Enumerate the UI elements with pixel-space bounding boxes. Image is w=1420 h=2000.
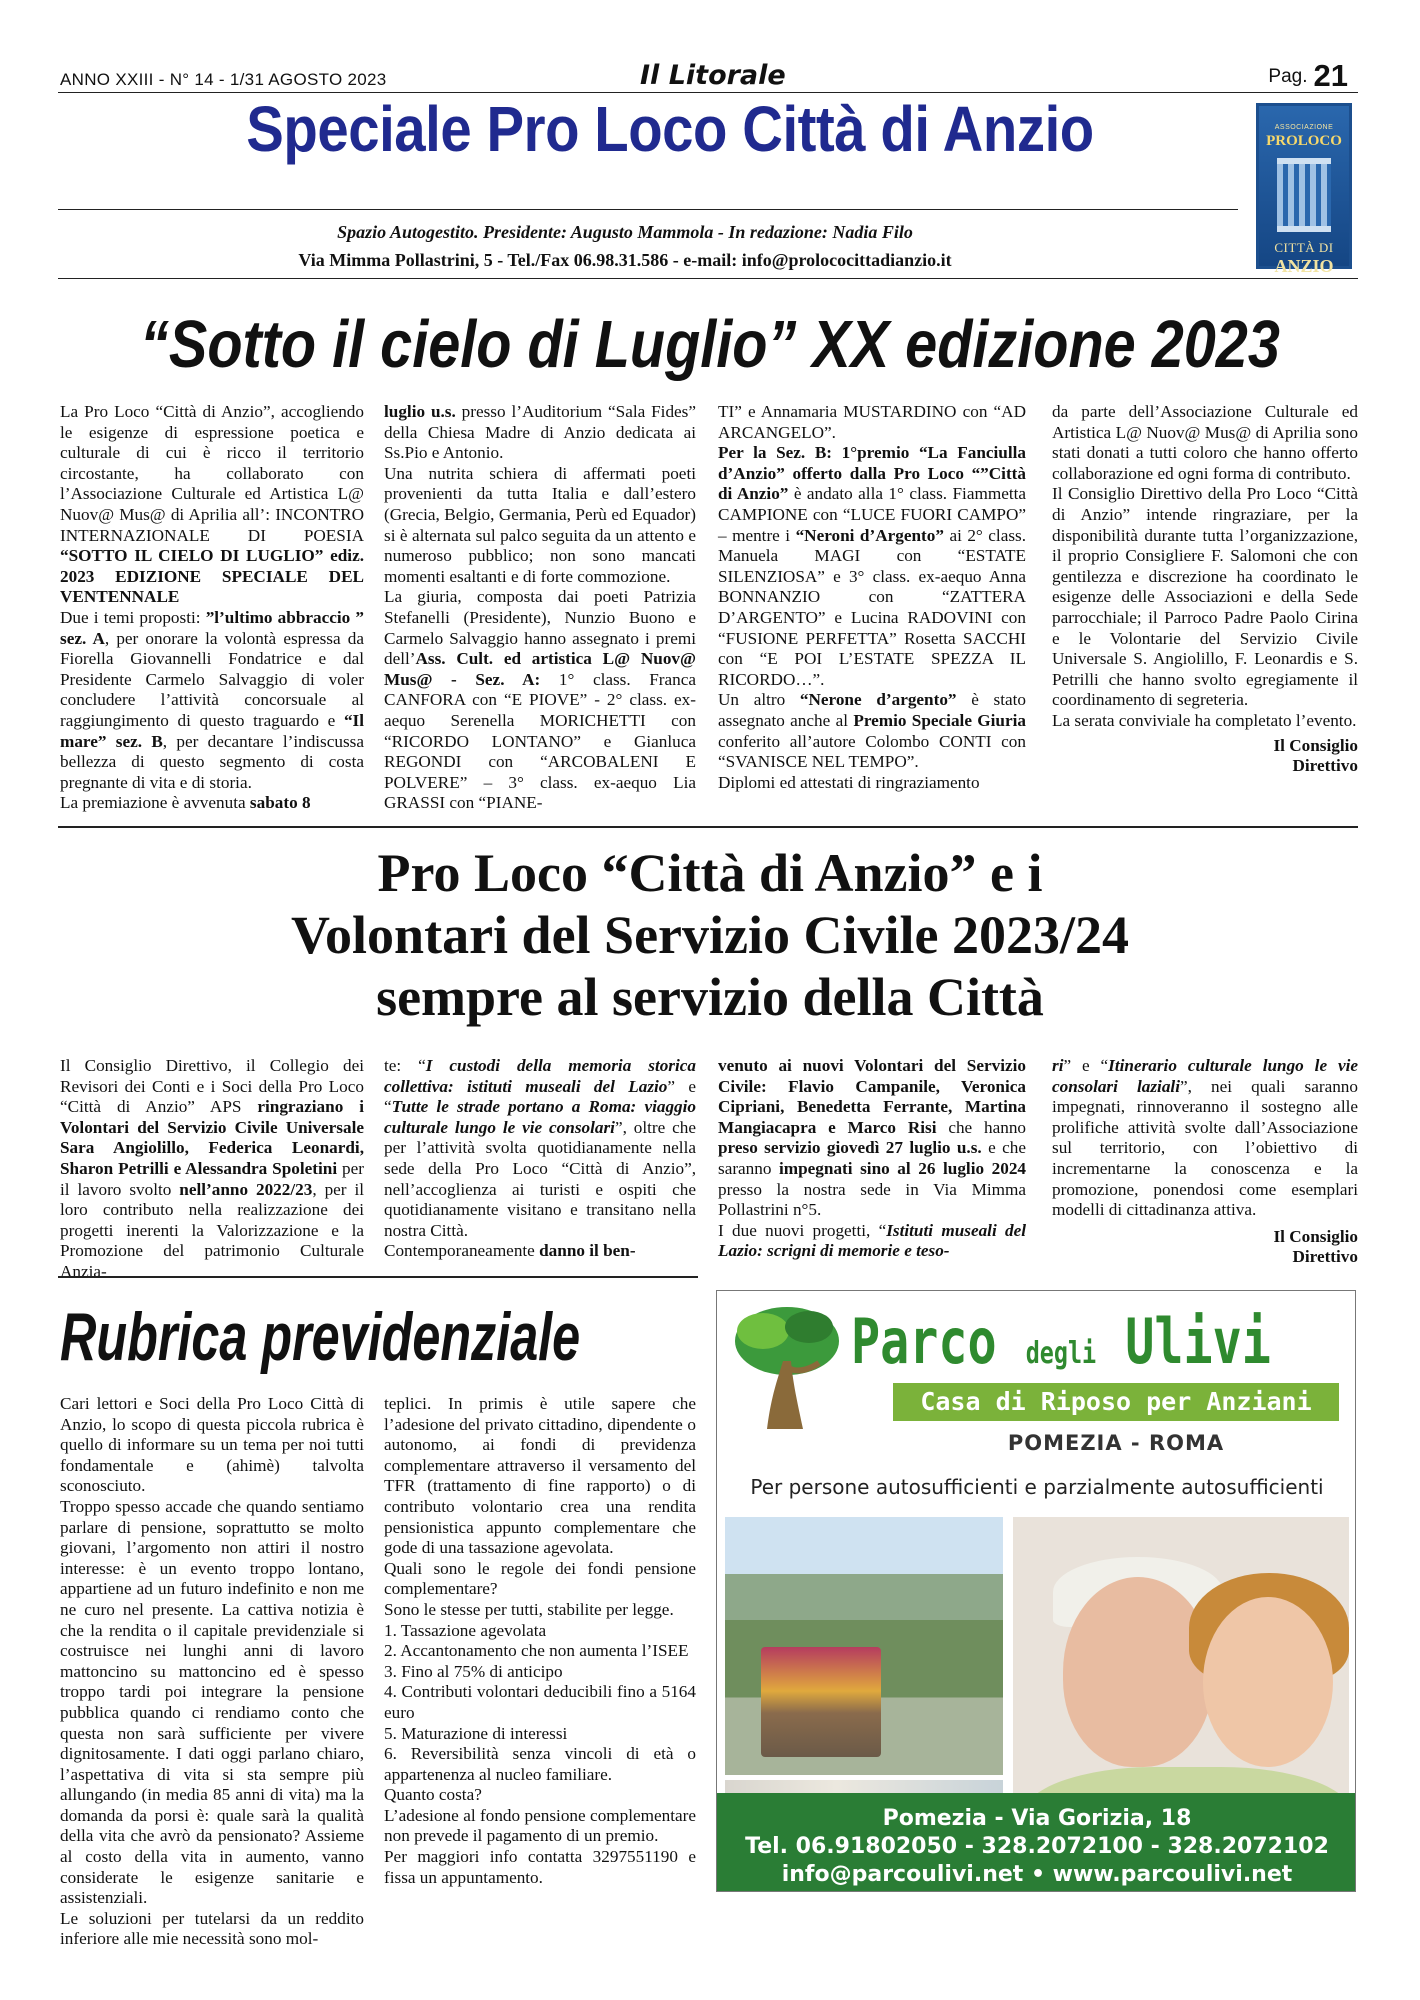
ad-brand: Parco degli Ulivi: [851, 1305, 1271, 1378]
article-headline: Pro Loco “Città di Anzio” e i Volontari del Servizio Civile 2023/24 sempre al servizio della Città: [291, 843, 1129, 1027]
article-column: teplici. In primis è utile sapere che l’adesione del privato cittadino, dipendente o autonomo, ai fondi di previdenza complementare attraverso il versamento del TFR (trattamento di fine rapporto) o di contributo volontario crea una rendita pensionistica appunto complementare che gode di una tassazione agevolata. Quali sono le regole dei fondi pensione complementare? Sono le stesse per tutti, stabilite per legge. 1. Tassazione agevolata 2. Accantonamento che non aumenta l’ISEE 3. Fino al 75% di anticipo 4. Contributi volontari deducibili fino a 5164 euro 5. Maturazione di interessi 6. Reversibilità senza vincoli di età o appartenenza al nucleo familiare. Quanto costa? L’adesione al fondo pensione complementare non prevede il pagamento di un premio. Per maggiori info contatta 3297551190 e fissa un appuntamento.: [384, 1394, 696, 1887]
proloco-logo: ASSOCIAZIONE PROLOCO CITTÀ DI ANZIO: [1256, 103, 1352, 269]
ad-tagline: Casa di Riposo per Anziani: [893, 1383, 1339, 1421]
column-icon: [1277, 158, 1331, 232]
garden-photo: [725, 1517, 1003, 1775]
article-column: Cari lettori e Soci della Pro Loco Città di Anzio, lo scopo di questa piccola rubrica è quello di informare su un tema per noi tutti fondamentale e (ahimè) talvolta sconosciuto. Troppo spesso accade che quando sentiamo parlare di pensione, soprattutto se molto giovani, l’argomento non attiri il nostro interesse: è un evento troppo lontano, appartiene ad un futuro indefinito e non me ne curo nel presente. La cattiva notizia è che la rendita o il capitale previdenziale si costruisce nei lunghi anni di lavoro mattoncino su mattoncino ed è spesso troppo tardi poi integrare la pensione pubblica quando ci rendiamo conto che questa non sarà sufficiente per vivere dignitosamente. I dati oggi parlano chiaro, l’aspettativa di vita si sta sempre più allungando (in media 85 anni di vita) ma la domanda da porsi è: quale sarà la qualità della vita che avrò da pensionato? Assieme al costo della vita in aumento, vanno considerate le esigenze sanitarie e assistenziali. Le soluzioni per tutelarsi da un reddito inferiore alle mie necessità sono mol-: [60, 1394, 364, 1949]
article-column: La Pro Loco “Città di Anzio”, accogliendo le esigenze di espressione poetica e culturale di cui è ricco il territorio circostante, ha collaborato con l’Associazione Culturale ed Artistica L@ Nuov@ Mus@ di Aprilia all’: INCONTRO INTERNAZIONALE DI POESIA “SOTTO IL CIELO DI LUGLIO” ediz. 2023 EDIZIONE SPECIALE DEL VENTENNALE Due i temi proposti: ”l’ultimo abbraccio ” sez. A, per onorare la volontà espressa da Fiorella Giovannelli Fondatrice e dal Presidente Carmelo Salvaggio di voler concludere l’attività concorsuale al raggiungimento di questo traguardo e “Il mare” sez. B, per decantare l’indiscussa bellezza di questo segmento di costa pregnante di vita e di storia. La premiazione è avvenuta sabato 8: [60, 402, 364, 813]
signature: Il Consiglio Direttivo: [1273, 735, 1358, 776]
article-headline: “Sotto il cielo di Luglio” XX edizione 2023: [140, 307, 1280, 382]
ad-city: POMEZIA - ROMA: [1007, 1431, 1225, 1455]
article-headline: Rubrica previdenziale: [60, 1299, 581, 1375]
editorial-line: Spazio Autogestito. Presidente: Augusto Mammola - In redazione: Nadia Filo: [337, 222, 913, 242]
contact-line: Via Mimma Pollastrini, 5 - Tel./Fax 06.98.31.586 - e-mail: info@prolococittadianzio.it: [298, 250, 952, 270]
section-rule: [58, 826, 1358, 828]
olive-tree-icon: [727, 1301, 847, 1433]
newspaper-name: Il Litorale: [640, 60, 786, 91]
header-rule: [58, 278, 1358, 279]
section-rule: [58, 1276, 698, 1278]
ad-note: Per persone autosufficienti e parzialmente autosufficienti: [750, 1475, 1324, 1499]
article-column: te: “I custodi della memoria storica collettiva: istituti museali del Lazio” e “Tutte le strade portano a Roma: viaggio culturale lungo le vie consolari”, oltre che per l’attività svolta quotidianamente nella sede della Pro Loco “Città di Anzio”, nell’accoglienza ai turisti e ospiti che quotidianamente visitano e transitano nella nostra Città. Contemporaneamente danno il ben-: [384, 1056, 696, 1261]
issue-info: ANNO XXIII - N° 14 - 1/31 AGOSTO 2023: [60, 70, 387, 89]
section-title: Speciale Pro Loco Città di Anzio: [246, 93, 1094, 165]
article-column: ri” e “Itinerario culturale lungo le vie consolari laziali”, nei quali saranno impegnati, rinnoveranno il sostegno alle prolifiche attività svolte dall’Associazione sul territorio, con l’obiettivo di incrementarne la conoscenza e la promozione, ponendosi come esemplari modelli di cittadinanza attiva. Il Consiglio Direttivo: [1052, 1056, 1358, 1267]
article-column: luglio u.s. presso l’Auditorium “Sala Fides” della Chiesa Madre di Anzio dedicata ai Ss.Pio e Antonio. Una nutrita schiera di affermati poeti provenienti da tutta Italia e dall’estero (Grecia, Belgio, Germania, Perù ed Equador) si è alternata sul palco seguita da un attento e numeroso pubblico; non sono mancati momenti esaltanti e di forte commozione. La giuria, composta dai poeti Patrizia Stefanelli (Presidente), Nunzio Buono e Carmelo Salvaggio hanno assegnato i premi dell’Ass. Cult. ed artistica L@ Nuov@ Mus@ - Sez. A: 1° class. Franca CANFORA con “E PIOVE” - 2° class. ex-aequo Serenella MORICHETTI con “RICORDO LONTANO” e Gianluca REGONDI con “ARCOBALENI E POLVERE” – 3° class. ex-aequo Lia GRASSI con “PIANE-: [384, 402, 697, 813]
article-column: venuto ai nuovi Volontari del Servizio Civile: Flavio Campanile, Veronica Cipriani, Benedetta Ferrante, Martina Mangiacapra e Marco Risi che hanno preso servizio giovedì 27 luglio u.s. e che saranno impegnati sino al 26 luglio 2024 presso la nostra sede in Via Mimma Pollastrini n°5. I due nuovi progetti, “Istituti museali del Lazio: scrigni di memorie e teso-: [718, 1056, 1027, 1261]
article-column: TI” e Annamaria MUSTARDINO con “AD ARCANGELO”. Per la Sez. B: 1°premio “La Fanciulla d’Anzio” offerto dalla Pro Loco “”Città di Anzio” è andato alla 1° class. Fiammetta CAMPIONE con “LUCE FUORI CAMPO” – mentre i “Neroni d’Argento” ai 2° class. Manuela MAGI con “ESTATE SILENZIOSA” e 3° class. ex-aequo Anna BONNANZIO con “ZATTERA D’ARGENTO” e Lucina RADOVINI con “FUSIONE PERFETTA” Rosetta SACCHI con “E POI L’ESTATE SPEZZA IL RICORDO…”. Un altro “Nerone d’argento” è stato assegnato anche al Premio Speciale Giuria conferito all’autore Colombo CONTI con “SVANISCE NEL TEMPO”. Diplomi ed attestati di ringraziamento: [718, 402, 1027, 792]
article-column: da parte dell’Associazione Culturale ed Artistica L@ Nuov@ Mus@ di Aprilia sono stati donati a tutti coloro che hanno offerto collaborazione ed ogni forma di contributo. Il Consiglio Direttivo della Pro Loco “Città di Anzio” intende ringraziare, per la disponibilità durante tutta l’organizzazione, il proprio Consigliere F. Salomoni che con gentilezza e discrezione ha coordinato le esigenze delle Associazioni e della Sede parrocchiale; il Parroco Padre Paolo Cirina e le Volontarie del Servizio Civile Universale S. Angiolillo, F. Leonardis e S. Petrilli che hanno svolto egregiamente il coordinamento di segreteria. La serata conviviale ha completato l’evento. Il Consiglio Direttivo: [1052, 402, 1358, 776]
advertisement: [716, 1290, 1356, 1892]
signature: Il Consiglio Direttivo: [1273, 1226, 1358, 1267]
ad-contact: Pomezia - Via Gorizia, 18 Tel. 06.91802050 - 328.2072100 - 328.2072102 info@parcoulivi.net • www.parcoulivi.net: [717, 1793, 1356, 1891]
article-column: Il Consiglio Direttivo, il Collegio dei Revisori dei Conti e i Soci della Pro Loco “Città di Anzio” APS ringraziano i Volontari del Servizio Civile Universale Sara Angiolillo, Federica Leonardi, Sharon Petrilli e Alessandra Spoletini per il lavoro svolto nell’anno 2022/23, per il loro contributo nella realizzazione dei progetti inerenti la Valorizzazione e la Promozione del patrimonio Culturale Anzia-: [60, 1056, 365, 1281]
page-number: Pag. 21: [1268, 58, 1348, 93]
title-rule: [58, 209, 1238, 210]
